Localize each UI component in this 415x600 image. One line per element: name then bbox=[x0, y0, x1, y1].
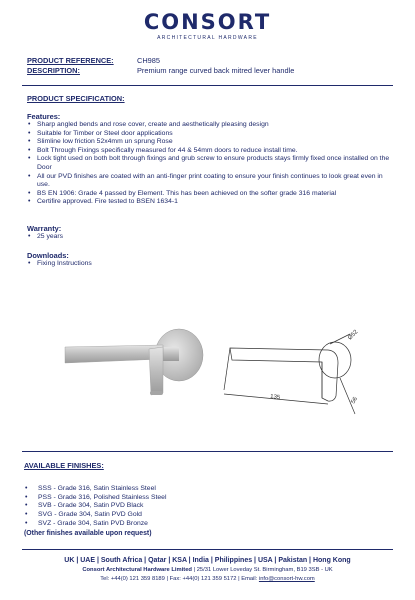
list-item: • SVB - Grade 304, Satin PVD Black bbox=[24, 502, 324, 511]
divider bbox=[22, 85, 393, 86]
list-item: • SVZ - Grade 304, Satin PVD Bronze bbox=[24, 520, 324, 529]
list-item: • Sharp angled bends and rose cover, create and aesthetically pleasing design bbox=[27, 121, 395, 130]
finishes-note: (Other finishes available upon request) bbox=[24, 530, 152, 537]
list-item: • 25 years bbox=[27, 233, 327, 242]
footer-address bbox=[0, 567, 415, 573]
fixing-instructions-link[interactable]: • Fixing Instructions bbox=[27, 260, 327, 269]
footer-company: Consort Architectural Hardware Limited bbox=[82, 567, 192, 573]
description-value: Premium range curved back mitred lever handle bbox=[137, 66, 295, 75]
list-item: • Certifire approved. Fire tested to BSEN 1634-1 bbox=[27, 198, 395, 207]
divider bbox=[22, 451, 393, 452]
list-item: • All our PVD finishes are coated with an anti-finger print coating to ensure your finish continues to look great even in use. bbox=[27, 173, 395, 190]
footer-countries: UK | UAE | South Africa | Qatar | KSA | India | Philippines | USA | Pakistan | Hong Kong bbox=[64, 557, 351, 564]
dimension-projection-label: 56 bbox=[350, 396, 360, 405]
description-label: DESCRIPTION: bbox=[27, 66, 80, 75]
dimension-length-label: 135 bbox=[269, 394, 281, 402]
list-item: • PSS - Grade 316, Polished Stainless Steel bbox=[24, 494, 324, 503]
dimension-rose-label: Ø52 bbox=[347, 329, 360, 342]
footer-address-text: | 25/31 Lower Loveday St. Birmingham, B19 3SB - UK bbox=[191, 567, 333, 573]
footer-phone-fax: Tel: +44(0) 121 359 8189 | Fax: +44(0) 121 359 5172 | Email: bbox=[100, 576, 259, 582]
downloads-list bbox=[27, 260, 327, 269]
finishes-title: AVAILABLE FINISHES: bbox=[24, 461, 104, 470]
list-item: • BS EN 1906: Grade 4 passed by Element. This has been achieved on the softer grade 316 material bbox=[27, 190, 395, 199]
technical-drawing bbox=[210, 318, 395, 418]
list-item: • Bolt Through Fixings specifically measured for 44 & 54mm doors to reduce install time. bbox=[27, 147, 395, 156]
finishes-list bbox=[24, 485, 324, 529]
product-reference-value: CH985 bbox=[137, 56, 161, 65]
list-item: • Suitable for Timber or Steel door applications bbox=[27, 130, 395, 139]
footer-contact bbox=[0, 576, 415, 582]
list-item: • Slimline low friction 52x4mm un sprung Rose bbox=[27, 138, 395, 147]
list-item: • SVG - Grade 304, Satin PVD Gold bbox=[24, 511, 324, 520]
list-item: • SSS - Grade 316, Satin Stainless Steel bbox=[24, 485, 324, 494]
brand-logo bbox=[0, 10, 415, 41]
product-reference-label: PRODUCT REFERENCE: bbox=[27, 56, 114, 65]
logo-tagline: ARCHITECTURAL HARDWARE bbox=[157, 35, 258, 41]
warranty-heading: Warranty: bbox=[27, 224, 62, 233]
footer-email-link[interactable]: info@consort-hw.com bbox=[258, 576, 315, 582]
downloads-heading: Downloads: bbox=[27, 251, 69, 260]
warranty-list bbox=[27, 233, 327, 242]
spec-title: PRODUCT SPECIFICATION: bbox=[27, 94, 125, 103]
features-heading: Features: bbox=[27, 112, 61, 121]
features-list bbox=[27, 121, 395, 207]
product-photo bbox=[55, 325, 210, 405]
logo-wordmark: CONSORT bbox=[143, 10, 272, 34]
list-item: • Lock tight used on both bolt through fixings and grub screw to ensure products stays firmly fixed once installed on the Door bbox=[27, 155, 395, 172]
divider bbox=[22, 549, 393, 550]
